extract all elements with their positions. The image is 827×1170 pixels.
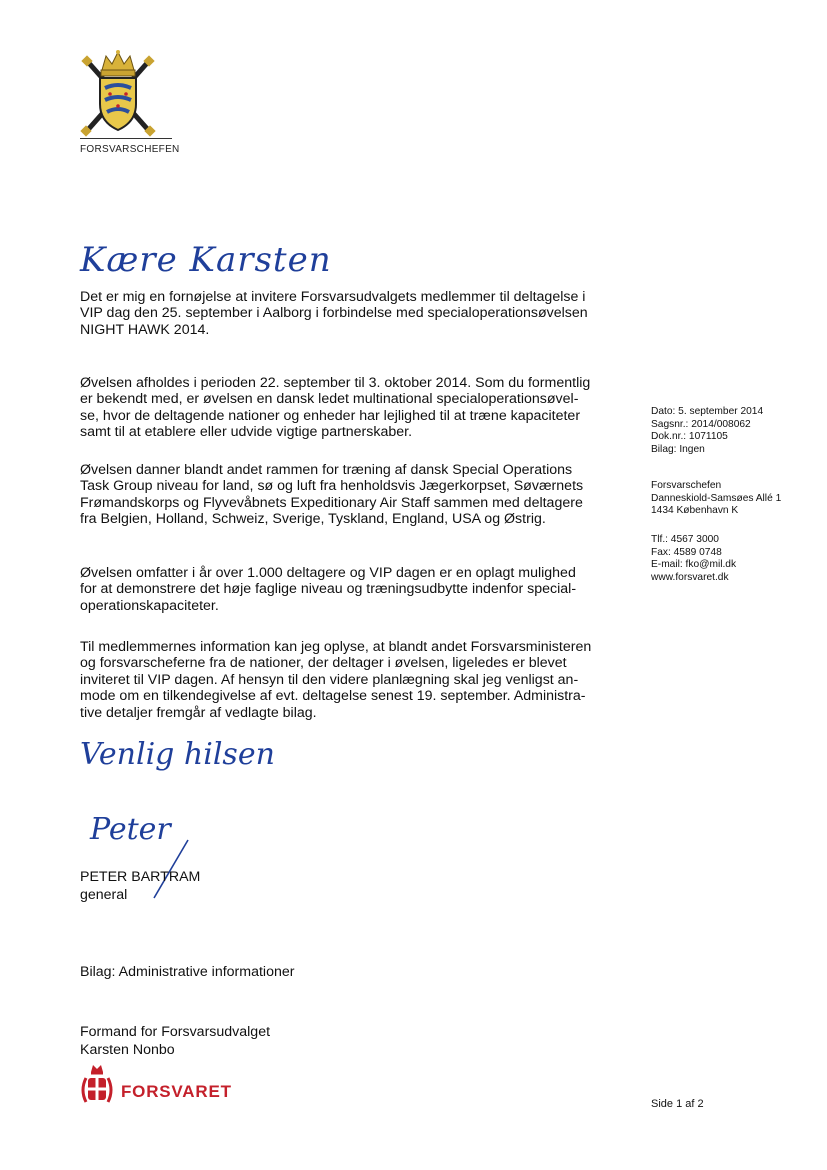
page-number: Side 1 af 2 bbox=[651, 1098, 704, 1110]
paragraph-line: fra Belgien, Holland, Schweiz, Sverige, Tyskland, England, USA og Østrig. bbox=[80, 511, 546, 528]
forsvaret-logo-text: FORSVARET bbox=[121, 1082, 232, 1101]
body-paragraph bbox=[80, 462, 645, 528]
crest-icon bbox=[80, 48, 156, 138]
recipient-role: Formand for Forsvarsudvalget bbox=[80, 1024, 271, 1040]
paragraph-line: Frømandskorps og Flyvevåbnets Expeditionary Air Staff sammen med deltagere bbox=[80, 494, 583, 511]
metadata-line: Dok.nr.: 1071105 bbox=[651, 431, 728, 443]
body-paragraph bbox=[80, 375, 645, 441]
signer-title: general bbox=[80, 887, 128, 903]
handwritten-signature: Peter bbox=[90, 812, 171, 847]
body-paragraph bbox=[80, 639, 645, 721]
contact-line: www.forsvaret.dk bbox=[651, 571, 729, 583]
paragraph-line: og forsvarscheferne fra de nationer, der deltager i øvelsen, ligeledes er blevet bbox=[80, 655, 567, 672]
paragraph-line: VIP dag den 25. september i Aalborg i forbindelse med specialoperationsøvelsen bbox=[80, 305, 588, 322]
salutation: Kære Karsten bbox=[80, 240, 332, 280]
body-paragraph bbox=[80, 289, 645, 338]
paragraph-line: Task Group niveau for land, sø og luft fra henholdsvis Jægerkorpset, Søværnets bbox=[80, 478, 584, 495]
signer-name: PETER BARTRAM bbox=[80, 869, 201, 885]
contact-line: E-mail: fko@mil.dk bbox=[651, 559, 737, 571]
contact-line: Tlf.: 4567 3000 bbox=[651, 534, 719, 545]
address-line: Forsvarschefen bbox=[651, 480, 722, 491]
paragraph-line: Øvelsen omfatter i år over 1.000 deltagere og VIP dagen er en oplagt mulighed bbox=[80, 565, 576, 581]
document-metadata bbox=[651, 406, 763, 456]
paragraph-line: inviteret til VIP dagen. Af hensyn til den videre planlægning skal jeg venligst an- bbox=[80, 671, 579, 688]
paragraph-line: mode om en tilkendegivelse af evt. deltagelse senest 19. september. Administra- bbox=[80, 688, 586, 705]
contact-details bbox=[651, 534, 736, 584]
recipient-name: Karsten Nonbo bbox=[80, 1042, 175, 1058]
closing: Venlig hilsen bbox=[80, 737, 275, 772]
sender-address bbox=[651, 480, 781, 518]
paragraph-line: Øvelsen danner blandt andet rammen for træning af dansk Special Operations bbox=[80, 462, 573, 478]
metadata-line: Bilag: Ingen bbox=[651, 443, 705, 455]
metadata-line: Dato: 5. september 2014 bbox=[651, 406, 764, 417]
paragraph-line: Til medlemmernes information kan jeg oplyse, at blandt andet Forsvarsministeren bbox=[80, 639, 592, 655]
attachment-note: Bilag: Administrative informationer bbox=[80, 964, 295, 980]
organization-name: FORSVARSCHEFEN bbox=[80, 144, 180, 155]
address-line: Danneskiold-Samsøes Allé 1 bbox=[651, 492, 782, 504]
paragraph-line: Øvelsen afholdes i perioden 22. september til 3. oktober 2014. Som du formentlig bbox=[80, 375, 591, 391]
body-paragraph bbox=[80, 565, 645, 614]
forsvaret-crown-emblem-icon bbox=[78, 1062, 116, 1104]
paragraph-line: er bekendt med, er øvelsen en dansk ledet multinational specialoperationsøvel- bbox=[80, 391, 579, 408]
paragraph-line: for at demonstrere det høje faglige niveau og træningsudbytte indenfor special- bbox=[80, 581, 577, 598]
metadata-line: Sagsnr.: 2014/008062 bbox=[651, 418, 751, 430]
header-divider bbox=[80, 138, 172, 139]
paragraph-line: tive detaljer fremgår af vedlagte bilag. bbox=[80, 704, 317, 721]
address-line: 1434 København K bbox=[651, 505, 739, 517]
paragraph-line: NIGHT HAWK 2014. bbox=[80, 321, 210, 338]
contact-line: Fax: 4589 0748 bbox=[651, 546, 722, 558]
paragraph-line: operationskapaciteter. bbox=[80, 597, 219, 614]
paragraph-line: samt til at etablere eller udvide vigtige partnerskaber. bbox=[80, 424, 413, 441]
paragraph-line: Det er mig en fornøjelse at invitere Forsvarsudvalgets medlemmer til deltagelse i bbox=[80, 289, 586, 305]
paragraph-line: se, hvor de deltagende nationer og enheder har lejlighed til at træne kapaciteter bbox=[80, 407, 581, 424]
